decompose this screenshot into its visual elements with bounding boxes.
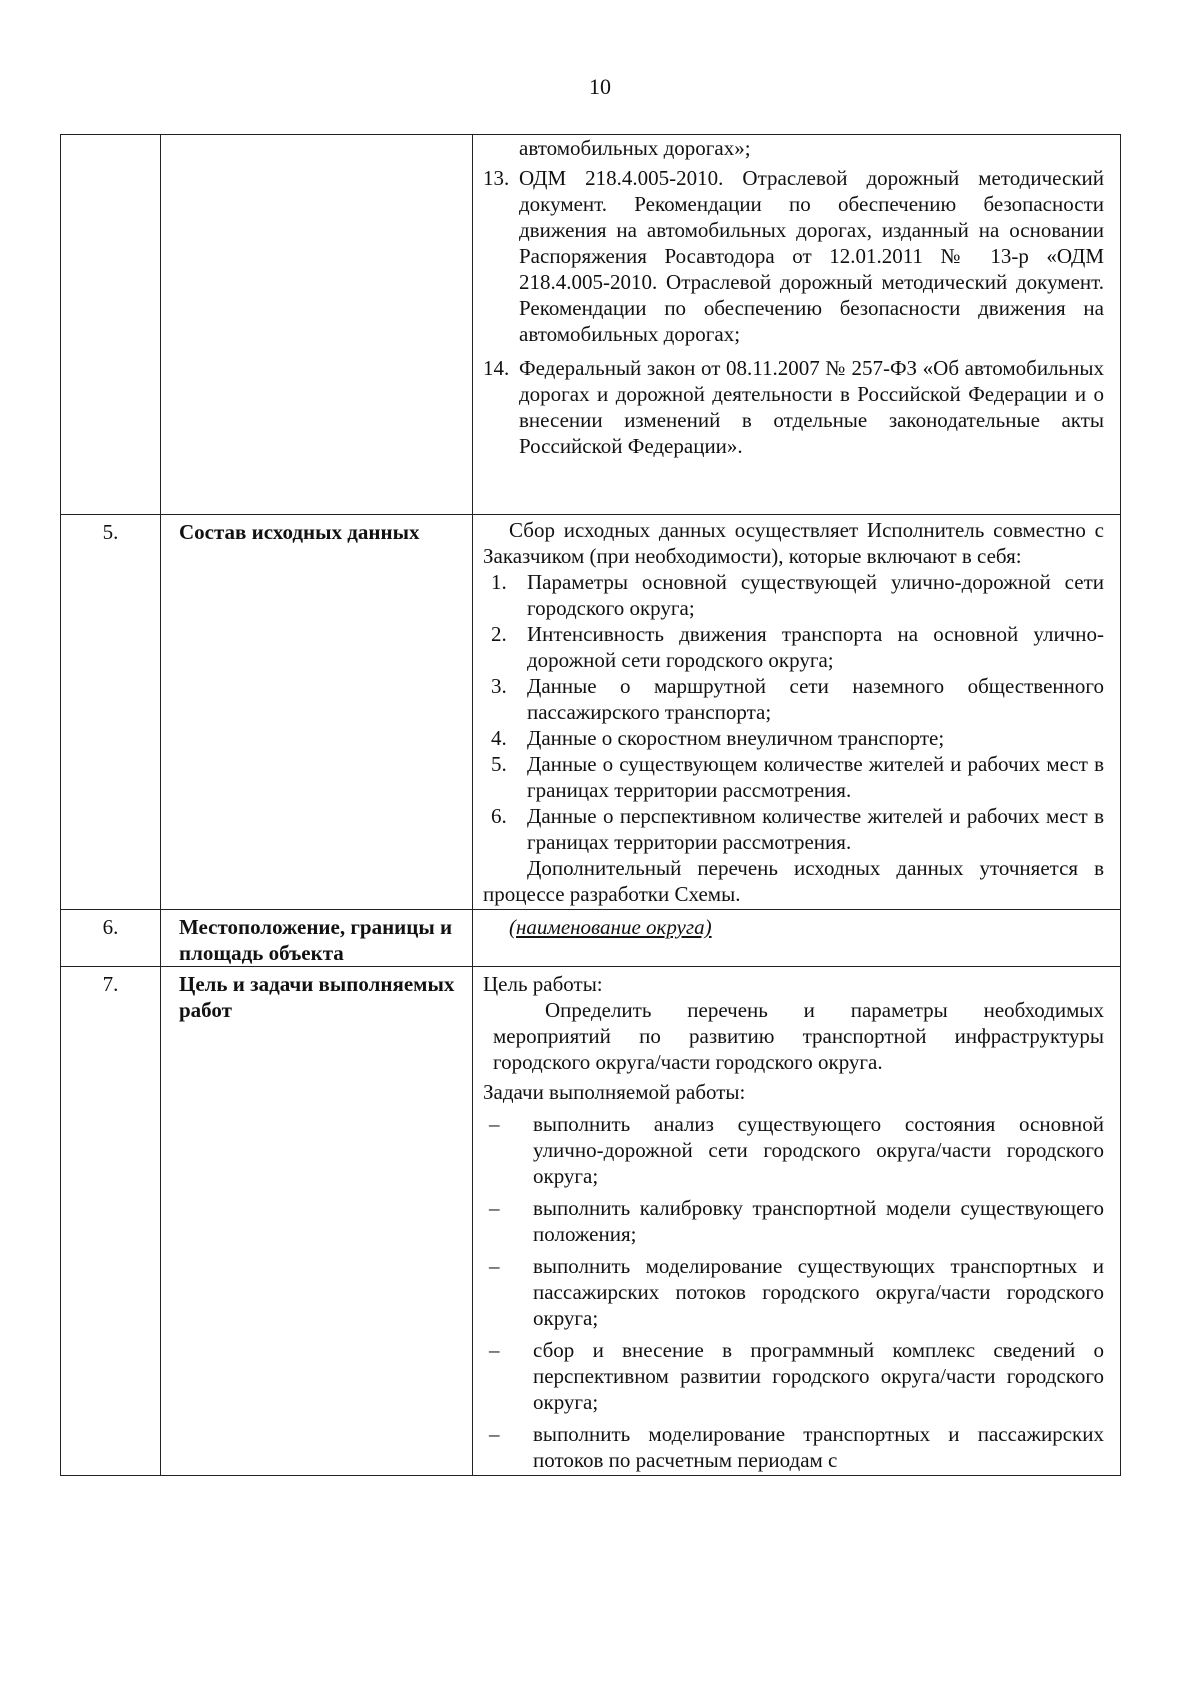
row-number: 7.	[61, 967, 161, 1476]
row-name: Цель и задачи выполняемых работ	[161, 967, 473, 1476]
dash-marker: –	[489, 1196, 500, 1220]
list-item-text: Данные о перспективном количестве жителей и рабочих мест в границах территории рассмотрения.	[527, 804, 1104, 854]
page-number: 10	[589, 74, 611, 99]
list-item-text: ОДМ 218.4.005-2010. Отраслевой дорожный методический документ. Рекомендации по обеспечению безопасности движения на автомобильных дорогах, изданный на основании Распоряжения Росавтодора от 12.01.2011 № 13-р «ОДМ 218.4.005-2010. Отраслевой дорожный методический документ. Рекомендации по обеспечению безопасности движения на автомобильных дорогах;	[519, 166, 1104, 346]
dash-marker: –	[489, 1338, 500, 1362]
continuation-text: автомобильных дорогах»;	[519, 136, 751, 160]
list-item-text: Данные о маршрутной сети наземного общественного пассажирского транспорта;	[527, 674, 1104, 724]
row-description	[473, 515, 1121, 910]
list-item-2	[483, 621, 1104, 673]
list-item-text: Данные о скоростном внеуличном транспорте;	[527, 726, 945, 750]
row-name: Состав исходных данных	[161, 515, 473, 910]
table-row-7	[61, 967, 1121, 1476]
row-name: Местоположение, границы и площадь объекта	[161, 910, 473, 967]
source-data-intro: Сбор исходных данных осуществляет Исполнитель совместно с Заказчиком (при необходимости), которые включают в себя:	[483, 518, 1104, 568]
task-item-4	[483, 1337, 1104, 1415]
goal-text: Определить перечень и параметры необходимых мероприятий по развитию транспортной инфраструктуры городского округа/части городского округа.	[493, 998, 1104, 1074]
list-item-14	[483, 355, 1104, 459]
row-description-cell	[473, 135, 1121, 515]
tasks-label: Задачи выполняемой работы:	[483, 1080, 746, 1104]
row-description	[473, 910, 1121, 967]
list-item-number: 6.	[491, 804, 507, 828]
task-item-3	[483, 1253, 1104, 1331]
row-description	[473, 967, 1121, 1476]
list-item-text: Федеральный закон от 08.11.2007 № 257-ФЗ «Об автомобильных дорогах и дорожной деятельности в Российской Федерации и о внесении изменений в отдельные законодательные акты Российской Федерации».	[519, 356, 1104, 458]
row-number: 6.	[61, 910, 161, 967]
list-item-number: 14.	[483, 356, 510, 380]
list-item-number: 4.	[491, 726, 507, 750]
table-row-5	[61, 515, 1121, 910]
list-item-13	[483, 165, 1104, 347]
specification-table	[60, 134, 1121, 1476]
list-item-text: Параметры основной существующей улично-дорожной сети городского округа;	[527, 570, 1104, 620]
list-item-number: 5.	[491, 752, 507, 776]
table-row-6	[61, 910, 1121, 967]
task-text: выполнить моделирование существующих транспортных и пассажирских потоков городского округа/части городского округа;	[533, 1254, 1104, 1330]
list-item-1	[483, 569, 1104, 621]
task-item-1	[483, 1111, 1104, 1189]
list-item-3	[483, 673, 1104, 725]
list-item-text: Данные о существующем количестве жителей и рабочих мест в границах территории рассмотрения.	[527, 752, 1104, 802]
table-row-continuation	[61, 135, 1121, 515]
list-item-text: Интенсивность движения транспорта на основной улично-дорожной сети городского округа;	[527, 622, 1104, 672]
list-item-6	[483, 803, 1104, 855]
task-text: выполнить моделирование транспортных и пассажирских потоков по расчетным периодам с	[533, 1422, 1104, 1472]
row-name-cell	[161, 135, 473, 515]
source-data-footer: Дополнительный перечень исходных данных уточняется в процессе разработки Схемы.	[483, 856, 1104, 906]
task-text: выполнить калибровку транспортной модели существующего положения;	[533, 1196, 1104, 1246]
dash-marker: –	[489, 1112, 500, 1136]
dash-marker: –	[489, 1254, 500, 1278]
goal-label: Цель работы:	[483, 972, 603, 996]
list-item-5	[483, 751, 1104, 803]
list-item-number: 1.	[491, 570, 507, 594]
task-text: сбор и внесение в программный комплекс сведений о перспективном развитии городского округа/части городского округа;	[533, 1338, 1104, 1414]
task-item-5	[483, 1421, 1104, 1475]
list-item-4	[483, 725, 1104, 751]
row-number: 5.	[61, 515, 161, 910]
dash-marker: –	[489, 1422, 500, 1446]
row-number-cell	[61, 135, 161, 515]
task-text: выполнить анализ существующего состояния основной улично-дорожной сети городского округа/части городского округа;	[533, 1112, 1104, 1188]
task-item-2	[483, 1195, 1104, 1247]
list-item-number: 13.	[483, 166, 510, 190]
district-name-placeholder: (наименование округа)	[509, 915, 712, 939]
list-item-number: 3.	[491, 674, 507, 698]
list-item-number: 2.	[491, 622, 507, 646]
